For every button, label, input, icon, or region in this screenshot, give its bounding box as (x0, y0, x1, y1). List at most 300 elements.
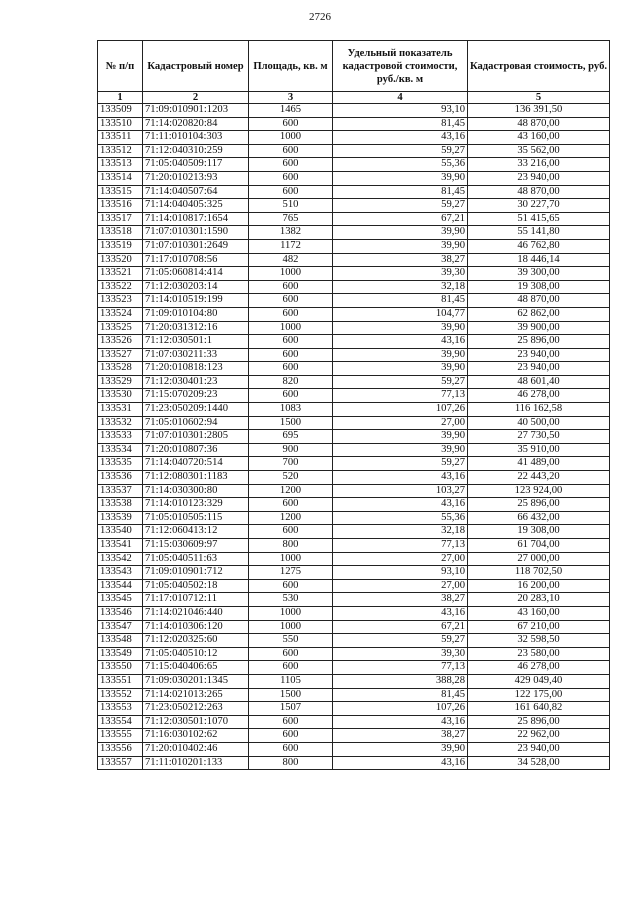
cadastral-number-cell: 71:15:040406:65 (143, 661, 249, 675)
cadastral-number-cell: 71:14:010817:1654 (143, 212, 249, 226)
area-cell: 1200 (249, 511, 333, 525)
area-cell: 530 (249, 593, 333, 607)
cadastral-number-cell: 71:05:040502:18 (143, 579, 249, 593)
row-number-cell: 133532 (98, 416, 143, 430)
row-number-cell: 133530 (98, 389, 143, 403)
table-row (98, 579, 610, 593)
column-index-row (98, 92, 610, 104)
cadastral-number-cell: 71:14:040720:514 (143, 457, 249, 471)
cadastral-number-cell: 71:07:010301:2649 (143, 239, 249, 253)
area-cell: 1000 (249, 552, 333, 566)
area-cell: 600 (249, 579, 333, 593)
unit-value-cell: 32,18 (333, 525, 468, 539)
cadastral-value-cell: 34 528,00 (468, 756, 610, 770)
cadastral-value-cell: 43 160,00 (468, 606, 610, 620)
cadastral-value-cell: 23 580,00 (468, 647, 610, 661)
cadastral-value-cell: 22 962,00 (468, 729, 610, 743)
unit-value-cell: 93,10 (333, 566, 468, 580)
unit-value-cell: 39,90 (333, 321, 468, 335)
table-row (98, 280, 610, 294)
row-number-cell: 133550 (98, 661, 143, 675)
area-cell: 1465 (249, 104, 333, 118)
unit-value-cell: 39,90 (333, 742, 468, 756)
cadastral-value-cell: 48 601,40 (468, 375, 610, 389)
table-row (98, 117, 610, 131)
area-cell: 600 (249, 185, 333, 199)
cadastral-number-cell: 71:05:040509:117 (143, 158, 249, 172)
area-cell: 600 (249, 661, 333, 675)
cadastral-number-cell: 71:17:010708:56 (143, 253, 249, 267)
unit-value-cell: 103,27 (333, 484, 468, 498)
column-index: 1 (98, 92, 143, 104)
table-row (98, 267, 610, 281)
row-number-cell: 133516 (98, 199, 143, 213)
row-number-cell: 133554 (98, 715, 143, 729)
row-number-cell: 133548 (98, 634, 143, 648)
unit-value-cell: 43,16 (333, 498, 468, 512)
cadastral-number-cell: 71:07:030211:33 (143, 348, 249, 362)
cadastral-value-cell: 46 762,80 (468, 239, 610, 253)
table-row (98, 239, 610, 253)
area-cell: 600 (249, 348, 333, 362)
row-number-cell: 133535 (98, 457, 143, 471)
cadastral-number-cell: 71:12:040310:259 (143, 144, 249, 158)
unit-value-cell: 43,16 (333, 131, 468, 145)
unit-value-cell: 388,28 (333, 674, 468, 688)
row-number-cell: 133517 (98, 212, 143, 226)
row-number-cell: 133547 (98, 620, 143, 634)
cadastral-number-cell: 71:05:040511:63 (143, 552, 249, 566)
column-index: 5 (468, 92, 610, 104)
table-row (98, 634, 610, 648)
cadastral-number-cell: 71:14:010519:199 (143, 294, 249, 308)
row-number-cell: 133521 (98, 267, 143, 281)
row-number-cell: 133542 (98, 552, 143, 566)
area-cell: 482 (249, 253, 333, 267)
column-index: 3 (249, 92, 333, 104)
table-row (98, 702, 610, 716)
cadastral-value-cell: 55 141,80 (468, 226, 610, 240)
table-row (98, 212, 610, 226)
cadastral-number-cell: 71:05:010602:94 (143, 416, 249, 430)
unit-value-cell: 39,90 (333, 362, 468, 376)
cadastral-number-cell: 71:20:010807:36 (143, 443, 249, 457)
row-number-cell: 133538 (98, 498, 143, 512)
area-cell: 1200 (249, 484, 333, 498)
cadastral-value-cell: 25 896,00 (468, 715, 610, 729)
area-cell: 600 (249, 171, 333, 185)
table-row (98, 674, 610, 688)
row-number-cell: 133510 (98, 117, 143, 131)
table-row (98, 647, 610, 661)
column-index: 4 (333, 92, 468, 104)
cadastral-number-cell: 71:12:030203:14 (143, 280, 249, 294)
unit-value-cell: 67,21 (333, 212, 468, 226)
area-cell: 600 (249, 525, 333, 539)
cadastral-value-cell: 161 640,82 (468, 702, 610, 716)
cadastral-number-cell: 71:14:010306:120 (143, 620, 249, 634)
cadastral-value-cell: 46 278,00 (468, 389, 610, 403)
table-row (98, 131, 610, 145)
cadastral-value-cell: 39 300,00 (468, 267, 610, 281)
cadastral-value-cell: 16 200,00 (468, 579, 610, 593)
cadastral-value-cell: 429 049,40 (468, 674, 610, 688)
table-header-row (98, 41, 610, 92)
area-cell: 1382 (249, 226, 333, 240)
unit-value-cell: 59,27 (333, 375, 468, 389)
cadastral-value-cell: 23 940,00 (468, 171, 610, 185)
header-cadastral-value: Кадастровая стоимость, руб. (468, 41, 610, 92)
cadastral-number-cell: 71:14:021046:440 (143, 606, 249, 620)
table-row (98, 294, 610, 308)
table-row (98, 253, 610, 267)
area-cell: 1507 (249, 702, 333, 716)
cadastral-number-cell: 71:20:010818:123 (143, 362, 249, 376)
cadastral-value-cell: 123 924,00 (468, 484, 610, 498)
cadastral-number-cell: 71:09:010901:712 (143, 566, 249, 580)
area-cell: 1000 (249, 321, 333, 335)
area-cell: 600 (249, 117, 333, 131)
row-number-cell: 133534 (98, 443, 143, 457)
unit-value-cell: 39,90 (333, 348, 468, 362)
cadastral-number-cell: 71:05:040510:12 (143, 647, 249, 661)
area-cell: 700 (249, 457, 333, 471)
table-row (98, 742, 610, 756)
area-cell: 600 (249, 715, 333, 729)
cadastral-value-cell: 23 940,00 (468, 348, 610, 362)
table-row (98, 539, 610, 553)
area-cell: 1172 (249, 239, 333, 253)
row-number-cell: 133557 (98, 756, 143, 770)
unit-value-cell: 81,45 (333, 185, 468, 199)
cadastral-value-cell: 23 940,00 (468, 362, 610, 376)
row-number-cell: 133552 (98, 688, 143, 702)
table-row (98, 321, 610, 335)
cadastral-value-cell: 40 500,00 (468, 416, 610, 430)
cadastral-value-cell: 25 896,00 (468, 498, 610, 512)
area-cell: 600 (249, 144, 333, 158)
row-number-cell: 133533 (98, 430, 143, 444)
table-row (98, 375, 610, 389)
unit-value-cell: 27,00 (333, 416, 468, 430)
area-cell: 1275 (249, 566, 333, 580)
cadastral-value-cell: 18 446,14 (468, 253, 610, 267)
cadastral-number-cell: 71:20:010213:93 (143, 171, 249, 185)
unit-value-cell: 59,27 (333, 457, 468, 471)
row-number-cell: 133527 (98, 348, 143, 362)
header-area: Площадь, кв. м (249, 41, 333, 92)
area-cell: 1000 (249, 606, 333, 620)
unit-value-cell: 38,27 (333, 593, 468, 607)
cadastral-number-cell: 71:12:030501:1 (143, 335, 249, 349)
cadastral-number-cell: 71:14:030300:80 (143, 484, 249, 498)
area-cell: 510 (249, 199, 333, 213)
row-number-cell: 133553 (98, 702, 143, 716)
area-cell: 600 (249, 307, 333, 321)
cadastral-number-cell: 71:12:060413:12 (143, 525, 249, 539)
unit-value-cell: 81,45 (333, 117, 468, 131)
table-row (98, 389, 610, 403)
table-row (98, 307, 610, 321)
unit-value-cell: 77,13 (333, 539, 468, 553)
cadastral-value-cell: 116 162,58 (468, 403, 610, 417)
cadastral-value-cell: 20 283,10 (468, 593, 610, 607)
cadastral-number-cell: 71:09:010901:1203 (143, 104, 249, 118)
table-row (98, 362, 610, 376)
header-cadastral-number: Кадастровый номер (143, 41, 249, 92)
cadastral-number-cell: 71:20:031312:16 (143, 321, 249, 335)
unit-value-cell: 43,16 (333, 715, 468, 729)
table-row (98, 430, 610, 444)
area-cell: 600 (249, 158, 333, 172)
cadastral-number-cell: 71:15:070209:23 (143, 389, 249, 403)
table-row (98, 171, 610, 185)
cadastral-number-cell: 71:07:010301:1590 (143, 226, 249, 240)
cadastral-number-cell: 71:12:030401:23 (143, 375, 249, 389)
cadastral-value-cell: 39 900,00 (468, 321, 610, 335)
cadastral-value-cell: 51 415,65 (468, 212, 610, 226)
row-number-cell: 133531 (98, 403, 143, 417)
cadastral-value-cell: 43 160,00 (468, 131, 610, 145)
cadastral-number-cell: 71:14:040507:64 (143, 185, 249, 199)
cadastral-value-cell: 122 175,00 (468, 688, 610, 702)
table-row (98, 443, 610, 457)
cadastral-value-cell: 48 870,00 (468, 185, 610, 199)
unit-value-cell: 39,90 (333, 239, 468, 253)
cadastral-number-cell: 71:23:050209:1440 (143, 403, 249, 417)
row-number-cell: 133526 (98, 335, 143, 349)
area-cell: 1000 (249, 267, 333, 281)
row-number-cell: 133529 (98, 375, 143, 389)
column-index: 2 (143, 92, 249, 104)
row-number-cell: 133544 (98, 579, 143, 593)
cadastral-value-cell: 27 730,50 (468, 430, 610, 444)
unit-value-cell: 43,16 (333, 471, 468, 485)
cadastral-value-cell: 67 210,00 (468, 620, 610, 634)
table-row (98, 144, 610, 158)
area-cell: 600 (249, 742, 333, 756)
cadastral-value-cell: 35 910,00 (468, 443, 610, 457)
cadastral-number-cell: 71:05:060814:414 (143, 267, 249, 281)
row-number-cell: 133522 (98, 280, 143, 294)
area-cell: 600 (249, 389, 333, 403)
table-body (98, 104, 610, 770)
unit-value-cell: 27,00 (333, 579, 468, 593)
table-row (98, 348, 610, 362)
area-cell: 520 (249, 471, 333, 485)
cadastral-number-cell: 71:12:030501:1070 (143, 715, 249, 729)
cadastral-number-cell: 71:11:010104:303 (143, 131, 249, 145)
row-number-cell: 133537 (98, 484, 143, 498)
cadastral-value-cell: 32 598,50 (468, 634, 610, 648)
cadastral-value-cell: 46 278,00 (468, 661, 610, 675)
unit-value-cell: 43,16 (333, 335, 468, 349)
cadastral-value-cell: 136 391,50 (468, 104, 610, 118)
unit-value-cell: 104,77 (333, 307, 468, 321)
cadastral-value-cell: 19 308,00 (468, 525, 610, 539)
row-number-cell: 133528 (98, 362, 143, 376)
area-cell: 600 (249, 498, 333, 512)
row-number-cell: 133541 (98, 539, 143, 553)
area-cell: 1105 (249, 674, 333, 688)
table-row (98, 525, 610, 539)
table-row (98, 199, 610, 213)
area-cell: 550 (249, 634, 333, 648)
unit-value-cell: 39,90 (333, 443, 468, 457)
row-number-cell: 133551 (98, 674, 143, 688)
table-row (98, 416, 610, 430)
row-number-cell: 133513 (98, 158, 143, 172)
unit-value-cell: 107,26 (333, 702, 468, 716)
area-cell: 600 (249, 729, 333, 743)
area-cell: 600 (249, 280, 333, 294)
row-number-cell: 133545 (98, 593, 143, 607)
table-row (98, 457, 610, 471)
cadastral-value-cell: 27 000,00 (468, 552, 610, 566)
table-row (98, 498, 610, 512)
area-cell: 600 (249, 294, 333, 308)
cadastral-number-cell: 71:14:021013:265 (143, 688, 249, 702)
row-number-cell: 133519 (98, 239, 143, 253)
area-cell: 1083 (249, 403, 333, 417)
cadastral-value-cell: 19 308,00 (468, 280, 610, 294)
unit-value-cell: 59,27 (333, 634, 468, 648)
area-cell: 800 (249, 539, 333, 553)
table-row (98, 185, 610, 199)
unit-value-cell: 27,00 (333, 552, 468, 566)
area-cell: 765 (249, 212, 333, 226)
row-number-cell: 133546 (98, 606, 143, 620)
cadastral-number-cell: 71:14:020820:84 (143, 117, 249, 131)
cadastral-value-cell: 33 216,00 (468, 158, 610, 172)
row-number-cell: 133549 (98, 647, 143, 661)
unit-value-cell: 77,13 (333, 661, 468, 675)
unit-value-cell: 55,36 (333, 158, 468, 172)
cadastral-value-cell: 41 489,00 (468, 457, 610, 471)
table-row (98, 471, 610, 485)
table-row (98, 688, 610, 702)
unit-value-cell: 77,13 (333, 389, 468, 403)
row-number-cell: 133555 (98, 729, 143, 743)
unit-value-cell: 38,27 (333, 253, 468, 267)
table-row (98, 620, 610, 634)
unit-value-cell: 38,27 (333, 729, 468, 743)
row-number-cell: 133556 (98, 742, 143, 756)
unit-value-cell: 32,18 (333, 280, 468, 294)
cadastral-number-cell: 71:14:010123:329 (143, 498, 249, 512)
cadastral-value-table (97, 40, 610, 770)
unit-value-cell: 59,27 (333, 199, 468, 213)
table-row (98, 715, 610, 729)
row-number-cell: 133512 (98, 144, 143, 158)
cadastral-number-cell: 71:11:010201:133 (143, 756, 249, 770)
header-unit-value: Удельный показатель кадастровой стоимости, руб./кв. м (333, 41, 468, 92)
cadastral-value-cell: 23 940,00 (468, 742, 610, 756)
cadastral-number-cell: 71:09:010104:80 (143, 307, 249, 321)
table-row (98, 158, 610, 172)
area-cell: 900 (249, 443, 333, 457)
cadastral-value-cell: 48 870,00 (468, 294, 610, 308)
unit-value-cell: 81,45 (333, 294, 468, 308)
table-row (98, 566, 610, 580)
cadastral-value-cell: 118 702,50 (468, 566, 610, 580)
row-number-cell: 133509 (98, 104, 143, 118)
row-number-cell: 133536 (98, 471, 143, 485)
cadastral-number-cell: 71:20:010402:46 (143, 742, 249, 756)
table-row (98, 511, 610, 525)
unit-value-cell: 39,90 (333, 171, 468, 185)
area-cell: 1000 (249, 620, 333, 634)
cadastral-number-cell: 71:23:050212:263 (143, 702, 249, 716)
row-number-cell: 133525 (98, 321, 143, 335)
area-cell: 1500 (249, 688, 333, 702)
page-number: 2726 (309, 11, 331, 23)
cadastral-value-cell: 22 443,20 (468, 471, 610, 485)
table-row (98, 552, 610, 566)
unit-value-cell: 59,27 (333, 144, 468, 158)
cadastral-number-cell: 71:16:030102:62 (143, 729, 249, 743)
cadastral-value-cell: 61 704,00 (468, 539, 610, 553)
cadastral-number-cell: 71:14:040405:325 (143, 199, 249, 213)
unit-value-cell: 39,30 (333, 647, 468, 661)
row-number-cell: 133540 (98, 525, 143, 539)
area-cell: 1500 (249, 416, 333, 430)
area-cell: 600 (249, 335, 333, 349)
cadastral-value-cell: 62 862,00 (468, 307, 610, 321)
cadastral-number-cell: 71:17:010712:11 (143, 593, 249, 607)
cadastral-number-cell: 71:12:080301:1183 (143, 471, 249, 485)
unit-value-cell: 43,16 (333, 756, 468, 770)
area-cell: 820 (249, 375, 333, 389)
cadastral-value-cell: 35 562,00 (468, 144, 610, 158)
cadastral-value-cell: 66 432,00 (468, 511, 610, 525)
table-row (98, 756, 610, 770)
cadastral-number-cell: 71:05:010505:115 (143, 511, 249, 525)
cadastral-value-cell: 30 227,70 (468, 199, 610, 213)
unit-value-cell: 81,45 (333, 688, 468, 702)
row-number-cell: 133514 (98, 171, 143, 185)
table-row (98, 729, 610, 743)
area-cell: 1000 (249, 131, 333, 145)
area-cell: 600 (249, 647, 333, 661)
unit-value-cell: 39,30 (333, 267, 468, 281)
area-cell: 695 (249, 430, 333, 444)
row-number-cell: 133511 (98, 131, 143, 145)
table-row (98, 403, 610, 417)
area-cell: 600 (249, 362, 333, 376)
cadastral-number-cell: 71:15:030609:97 (143, 539, 249, 553)
row-number-cell: 133520 (98, 253, 143, 267)
unit-value-cell: 93,10 (333, 104, 468, 118)
cadastral-number-cell: 71:09:030201:1345 (143, 674, 249, 688)
table-row (98, 661, 610, 675)
cadastral-value-cell: 48 870,00 (468, 117, 610, 131)
unit-value-cell: 39,90 (333, 430, 468, 444)
table-row (98, 593, 610, 607)
row-number-cell: 133518 (98, 226, 143, 240)
cadastral-number-cell: 71:07:010301:2805 (143, 430, 249, 444)
row-number-cell: 133543 (98, 566, 143, 580)
table-row (98, 335, 610, 349)
unit-value-cell: 67,21 (333, 620, 468, 634)
table-row (98, 226, 610, 240)
row-number-cell: 133524 (98, 307, 143, 321)
header-row-number: № п/п (98, 41, 143, 92)
cadastral-value-cell: 25 896,00 (468, 335, 610, 349)
row-number-cell: 133539 (98, 511, 143, 525)
area-cell: 800 (249, 756, 333, 770)
row-number-cell: 133515 (98, 185, 143, 199)
